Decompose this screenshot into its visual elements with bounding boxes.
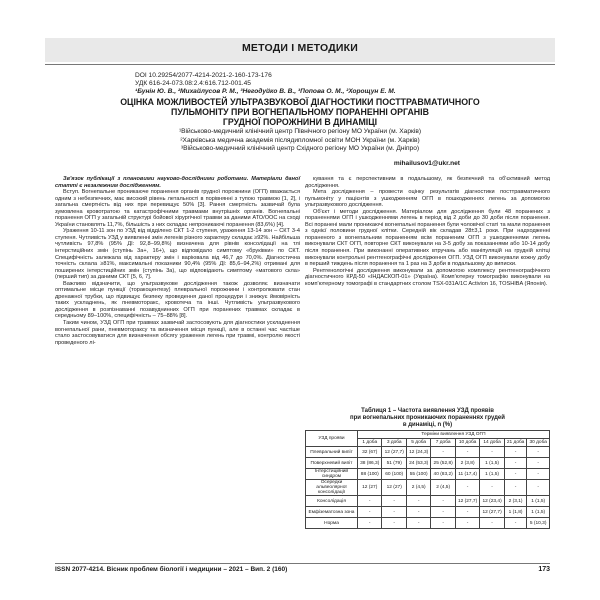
table-cell: 51 (79)	[382, 458, 406, 469]
table-header-day: 10 доба	[455, 439, 479, 447]
article-title-line1: ОЦІНКА МОЖЛИВОСТЕЙ УЛЬТРАЗВУКОВОЇ ДІАГНОСТИКИ ПОСТТРАВМАТИЧНОГО	[120, 97, 480, 107]
table-header-group: Терміни виявлення УЗД ОГП	[358, 431, 550, 439]
table-cell: 5 (10,3)	[527, 518, 550, 529]
table-cell: -	[431, 518, 455, 529]
table-row	[306, 480, 550, 496]
paragraph: Мета дослідження – провести оцінку результатів діагностики посттравматичного пульмоніту у пацієнтів з ушкодженням ОГП в пошкодженнях легень за допомогою ультразвукового дослідження.	[305, 189, 550, 209]
left-column	[55, 176, 300, 346]
section-header	[45, 38, 555, 62]
table-cell: -	[455, 480, 479, 496]
table-cell: 1 (1,8)	[504, 507, 527, 518]
table-cell: 12 (23,4)	[480, 496, 504, 507]
table-cell: -	[504, 518, 527, 529]
table-cell-name: Консолідація	[306, 496, 358, 507]
table-header-day: 1 доба	[358, 439, 382, 447]
paragraph: Рентгенологічні дослідження виконували за допомогою комплексу рентгенографічного діагностичного КРД-50 «ІНДАСКОП-01» (Україна). Комп'ютерну томографію виконували на комп'ютерному томографі в стандартних столом TSX-031A/1C Activion 16, TOSHIBA (Японія).	[305, 267, 550, 287]
table-caption-line: Таблиця 1 – Частота виявлення УЗД проявів	[361, 408, 494, 414]
table-cell: 2 (3,1)	[504, 496, 527, 507]
page-number: 173	[538, 566, 550, 573]
table-cell: -	[382, 507, 406, 518]
table-cell-name: Плевральний випіт	[306, 447, 358, 458]
table-cell: 88 (100)	[358, 469, 382, 480]
table-cell: 1 (1,5)	[480, 469, 504, 480]
table-row	[306, 496, 550, 507]
table-header-day: 5 доба	[406, 439, 430, 447]
table-caption-line: при вогнепальних проникаючих пораненнях грудей	[350, 415, 505, 422]
paragraph: Ураження 10-11 зон по УЗД від відділено СКТ 1-2 ступеня, ураження 13-14 зон – СКТ 3-4 ступеня. Чутливість УЗД у виявленні змін легенів різного характеру складає ≥92%. Найбільша чутливість 97,8% (95% ДІ: 92,8–99,8%) визначена для рівнів консолідації на тлі інтерстиційних змін (ступінь 3а+, 16+), що відповідало симптому «бруківки» по СКТ. Специфічність залежала від характеру змін і варіювала від 46,7 до 70,0%. Діагностична точність склала ≥81%, максимальні показники 90,4% (95% ДІ: 85,6–94,2%) отримані для поширених інтерстиційних змін (ступінь 3а), що відповідають симптому «матового скла» (перший тип) за даними СКТ [5, 6, 7].	[55, 228, 300, 281]
table-cell: 12 (27)	[358, 480, 382, 496]
table-cell: -	[358, 507, 382, 518]
table-cell: 1 (1,5)	[480, 458, 504, 469]
table-cell: -	[431, 447, 455, 458]
paragraph: Важливо відзначити, що ультразвукове дослідження також дозволяє визначати оптимальне місце пункції (торакоцентезу) плевральної порожнини і контролювати стан дренажної трубки, що підвищує безпеку проведення даної процедури і знижує ймовірність таких ускладнень, як пневмоторакс, кровотеча та інші. Чутливість ультразвукового дослідження в розпізнаванні позавуднинних ОГП при поранених травмах складає в середньому 89–100%, специфічність – 75–88% [8].	[55, 280, 300, 320]
table-cell: -	[527, 480, 550, 496]
table-caption-line: в динаміці, n (%)	[402, 422, 453, 429]
table-cell: 12 (27,7)	[455, 496, 479, 507]
article-title-line3: ГРУДНОЇ ПОРОЖНИНИ В ДИНАМІЦІ	[222, 117, 378, 127]
table-cell-name: Інтерстиційний синдром	[306, 469, 358, 480]
table-cell: 12 (27,7)	[480, 507, 504, 518]
table-row	[306, 458, 550, 469]
paragraph: Таким чином, УЗД ОГП при травмах зазвичай застосовують для діагностики ускладнення вогнепальної рани, пневмотораксу та визначення місця пункції, але в останні час частіше стало застосовуватися для визначення обсягу ураження легень при травмі, контролю якості проведеного лі-	[55, 320, 300, 346]
right-column	[305, 176, 550, 287]
affiliation-3: ³Військово-медичний клінічний центр Східного регіону МО України (м. Дніпро)	[180, 145, 420, 152]
table-cell: -	[382, 496, 406, 507]
table-cell: -	[431, 507, 455, 518]
table-cell: -	[406, 518, 430, 529]
journal-footer: ISSN 2077-4214. Вісник проблем біології і медицини – 2021 – Вип. 2 (160)	[55, 566, 288, 573]
footer-divider	[55, 563, 550, 564]
table-cell: -	[480, 447, 504, 458]
table-header-main: УЗД прояви	[306, 431, 358, 447]
table-cell: -	[382, 518, 406, 529]
table-caption	[305, 408, 550, 430]
table-cell-name: Емфізематозна зона	[306, 507, 358, 518]
table-cell: -	[431, 496, 455, 507]
table-cell: -	[504, 458, 527, 469]
table-header-day: 7 доба	[431, 439, 455, 447]
table-cell: 32 (67)	[358, 447, 382, 458]
table-cell: -	[406, 507, 430, 518]
table-cell: -	[527, 469, 550, 480]
table-row	[306, 507, 550, 518]
table-cell-name: Норма	[306, 518, 358, 529]
table-cell: 1 (1,5)	[527, 507, 550, 518]
article-title-line2: ПУЛЬМОНІТУ ПРИ ВОГНЕПАЛЬНОМУ ПОРАНЕННІ ОРГАНІВ	[171, 107, 429, 117]
doi: DOI 10.29254/2077-4214-2021-2-160-173-176	[135, 72, 272, 79]
data-table	[305, 430, 550, 529]
table-cell: -	[504, 480, 527, 496]
table-header-day: 3 доба	[382, 439, 406, 447]
table-cell: -	[480, 480, 504, 496]
table-header-day: 30 доба	[527, 439, 550, 447]
table-header-day: 21 доба	[504, 439, 527, 447]
table-cell: 2 (4,5)	[431, 480, 455, 496]
table-cell: -	[455, 447, 479, 458]
table-cell: -	[504, 447, 527, 458]
paragraph: Вступ. Вогнепальне проникаюче поранення органів грудної порожнини (ОГП) вважається одним з небезпечних, має високий рівень летальності в порівнянні з тупою травмою [1, 2], і загальна смертність від них при перевищує 50% [3]. Рання смертність зазвичай була зумовлена кровотратою та катастрофічними травмами внутрішніх органів. Вогнепальні поранення ОГП у загальній структурі бойової хірургічної травми за даними АТО/ООС на сході України становлять 11,7%, більшість з них складає непроникаючі поранення (83,6%) [4].	[55, 189, 300, 228]
table-cell: 12 (27,7)	[382, 447, 406, 458]
table-cell: 11 (17,4)	[455, 469, 479, 480]
table-cell: 2 (3,8)	[455, 458, 479, 469]
divider	[45, 64, 555, 65]
table-cell: -	[527, 458, 550, 469]
table-row	[306, 469, 550, 480]
table-cell: 40 (83,2)	[431, 469, 455, 480]
table-header-day: 14 доба	[480, 439, 504, 447]
table-cell: -	[358, 518, 382, 529]
table-cell: 12 (24,3)	[406, 447, 430, 458]
table-cell: -	[455, 507, 479, 518]
table-cell: 1 (1,5)	[527, 496, 550, 507]
affiliation-2: ²Харківська медична академія післядипломної освіти МОН України (м. Харків)	[180, 136, 420, 144]
paragraph: Зв'язок публікації з плановими науково-дослідними роботами. Матеріали даної статті є незалежним дослідженням.	[55, 176, 300, 189]
table-cell: -	[527, 447, 550, 458]
paragraph: кування та є перспективним в подальшому, як безпечний та об'єктивний метод дослідження.	[305, 176, 550, 189]
paragraph: Об'єкт і методи дослідження. Матеріалом для дослідження були 48 поранених з пораненнями ОГП і ушкодженнями легень в період від 2 доби до 30 доби після поранення. Всі поранені мали проникаючі вогнепальні поранення були чоловічої статі та мали поранення з однієї половини грудної клітки. Середній вік складав 28±3,1 роки. При надходженні пораненого з вогнепальним пораненням всім пораненим ОГП з ушкодженнями легень виконували СКТ ОГП, повторне СКТ виконували на 3-5 добу за показаннями або 10-14 добу після поранення. При виконанні оперативних втручань або маніпуляцій на грудній клітці виконували контрольні рентгенографічні дослідження ОГП. УЗД ОГП виконували кожну добу в перший тиждень після поранення та 1 раз на 3 доби в подальшому до виписки.	[305, 208, 550, 268]
table-cell: 12 (27)	[382, 480, 406, 496]
table-cell: 2 (4,5)	[406, 480, 430, 496]
table-cell: 55 (100)	[406, 469, 430, 480]
table-cell: 38 (86,3)	[358, 458, 382, 469]
table-cell: -	[455, 518, 479, 529]
table-cell: 25 (52,8)	[431, 458, 455, 469]
table-cell: 24 (53,3)	[406, 458, 430, 469]
table-cell: -	[406, 496, 430, 507]
section-title: МЕТОДИ І МЕТОДИКИ	[241, 42, 359, 54]
table-row	[306, 518, 550, 529]
affiliation-1: ¹Військово-медичний клінічний центр Північного регіону МО України (м. Харків)	[178, 128, 422, 135]
table-cell: -	[358, 496, 382, 507]
table-cell: -	[480, 518, 504, 529]
table-cell-name: Поверхневий випіт	[306, 458, 358, 469]
table-cell: 60 (100)	[382, 469, 406, 480]
udk: УДК 616-24-073.08:2.4:616.712-001.45	[135, 80, 251, 87]
authors: ¹Бунін Ю. В., ²Михайлусов Р. М., ³Негодуйко В. В., ³Попова О. М., ²Хорощун Е. М.	[135, 88, 396, 95]
email: mihailusov1@ukr.net	[393, 160, 460, 167]
table-cell-name: Осередки альвеолярної консолідації	[306, 480, 358, 496]
table-row	[306, 447, 550, 458]
table-cell: -	[504, 469, 527, 480]
